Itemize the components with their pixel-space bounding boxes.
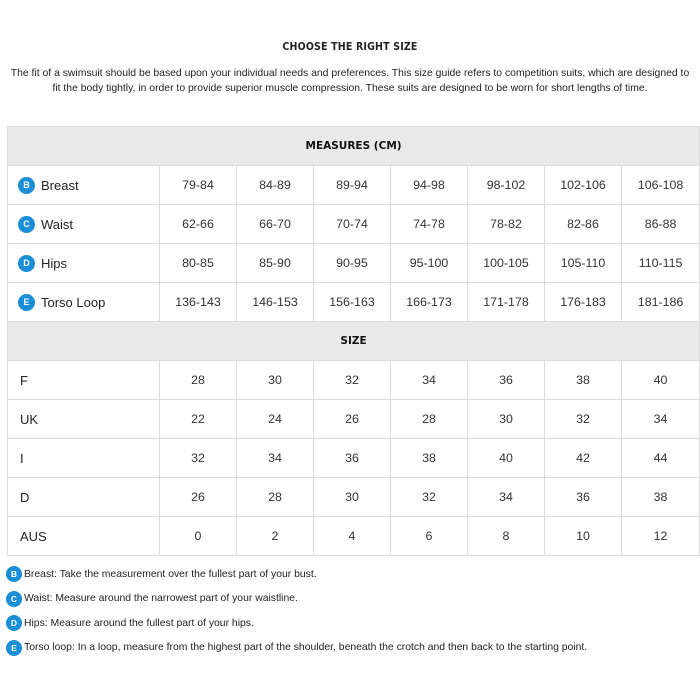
note-text: Torso loop: In a loop, measure from the highest part of the shoulder, beneath the crotch and then back to the starting point.	[24, 642, 588, 654]
measure-value-cell: 156-163	[314, 283, 391, 322]
size-value-cell: 26	[160, 478, 237, 517]
measure-row	[8, 205, 700, 244]
size-value-cell: 22	[160, 400, 237, 439]
measure-value-cell: 85-90	[237, 244, 314, 283]
measure-value-cell: 106-108	[622, 166, 700, 205]
measure-value-cell: 171-178	[468, 283, 545, 322]
measure-value-cell: 82-86	[545, 205, 622, 244]
size-value-cell: 28	[160, 361, 237, 400]
size-value-cell: 0	[160, 517, 237, 556]
measure-value-cell: 89-94	[314, 166, 391, 205]
measure-value-cell: 95-100	[391, 244, 468, 283]
measure-row	[8, 244, 700, 283]
size-value-cell: 32	[391, 478, 468, 517]
size-value-cell: 36	[468, 361, 545, 400]
measure-value-cell: 90-95	[314, 244, 391, 283]
note-item	[6, 611, 696, 636]
size-value-cell: 44	[622, 439, 700, 478]
size-value-cell: 28	[237, 478, 314, 517]
measure-value-cell: 66-70	[237, 205, 314, 244]
measure-row	[8, 166, 700, 205]
size-row	[8, 439, 700, 478]
size-value-cell: 40	[622, 361, 700, 400]
size-header	[8, 322, 700, 361]
size-system-label: AUS	[20, 528, 47, 544]
measure-label-cell	[8, 166, 160, 205]
size-value-cell: 2	[237, 517, 314, 556]
size-system-cell	[8, 517, 160, 556]
note-badge-icon: E	[6, 640, 22, 656]
measure-value-cell: 80-85	[160, 244, 237, 283]
size-system-cell	[8, 439, 160, 478]
size-row	[8, 478, 700, 517]
note-item	[6, 587, 696, 612]
measure-label-cell	[8, 205, 160, 244]
size-system-label: D	[20, 489, 30, 505]
measure-value-cell: 84-89	[237, 166, 314, 205]
size-system-label: F	[20, 372, 28, 388]
note-text: Hips: Measure around the fullest part of your hips.	[24, 617, 254, 629]
size-value-cell: 38	[622, 478, 700, 517]
measures-header	[8, 127, 700, 166]
size-chart-table	[7, 126, 700, 556]
measure-badge-icon: C	[18, 216, 35, 233]
size-value-cell: 42	[545, 439, 622, 478]
note-badge-icon: B	[6, 566, 22, 582]
size-value-cell: 4	[314, 517, 391, 556]
size-value-cell: 30	[468, 400, 545, 439]
measure-badge-icon: B	[18, 177, 35, 194]
size-value-cell: 28	[391, 400, 468, 439]
size-system-cell	[8, 400, 160, 439]
size-system-label: UK	[20, 411, 39, 427]
intro-paragraph: The fit of a swimsuit should be based upon your individual needs and preferences. This size guide refers to competition suits, which are designed to fit the body tightly, in order to provide superior muscle compression. These suits are designed to be worn for short lengths of time.	[10, 68, 690, 94]
size-value-cell: 38	[545, 361, 622, 400]
size-value-cell: 30	[314, 478, 391, 517]
size-value-cell: 36	[314, 439, 391, 478]
measure-label: Breast	[41, 177, 79, 193]
measure-value-cell: 78-82	[468, 205, 545, 244]
measure-value-cell: 94-98	[391, 166, 468, 205]
size-value-cell: 26	[314, 400, 391, 439]
measure-badge-icon: E	[18, 294, 35, 311]
size-value-cell: 34	[622, 400, 700, 439]
measure-label: Torso Loop	[41, 294, 106, 310]
note-text: Breast: Take the measurement over the fullest part of your bust.	[24, 568, 317, 580]
size-value-cell: 34	[237, 439, 314, 478]
size-value-cell: 32	[314, 361, 391, 400]
measure-label-cell	[8, 283, 160, 322]
measure-badge-icon: D	[18, 255, 35, 272]
size-value-cell: 34	[468, 478, 545, 517]
measure-label-cell	[8, 244, 160, 283]
size-value-cell: 12	[622, 517, 700, 556]
size-system-cell	[8, 478, 160, 517]
size-row	[8, 400, 700, 439]
measure-value-cell: 98-102	[468, 166, 545, 205]
measures-header-label: MEASURES (CM)	[8, 127, 700, 166]
measure-value-cell: 102-106	[545, 166, 622, 205]
size-row	[8, 517, 700, 556]
measure-row	[8, 283, 700, 322]
measure-value-cell: 110-115	[622, 244, 700, 283]
measure-value-cell: 70-74	[314, 205, 391, 244]
measure-value-cell: 181-186	[622, 283, 700, 322]
note-item	[6, 562, 696, 587]
size-value-cell: 38	[391, 439, 468, 478]
measure-value-cell: 86-88	[622, 205, 700, 244]
size-value-cell: 32	[545, 400, 622, 439]
size-row	[8, 361, 700, 400]
measure-value-cell: 105-110	[545, 244, 622, 283]
note-badge-icon: C	[6, 591, 22, 607]
size-value-cell: 8	[468, 517, 545, 556]
size-value-cell: 24	[237, 400, 314, 439]
size-value-cell: 32	[160, 439, 237, 478]
measure-value-cell: 79-84	[160, 166, 237, 205]
size-value-cell: 34	[391, 361, 468, 400]
measure-value-cell: 166-173	[391, 283, 468, 322]
size-system-label: I	[20, 450, 24, 466]
measure-value-cell: 136-143	[160, 283, 237, 322]
measure-value-cell: 176-183	[545, 283, 622, 322]
measure-value-cell: 146-153	[237, 283, 314, 322]
note-badge-icon: D	[6, 615, 22, 631]
size-value-cell: 40	[468, 439, 545, 478]
measure-value-cell: 62-66	[160, 205, 237, 244]
measure-value-cell: 74-78	[391, 205, 468, 244]
size-header-label: SIZE	[8, 322, 700, 361]
size-system-cell	[8, 361, 160, 400]
size-value-cell: 30	[237, 361, 314, 400]
page-title: CHOOSE THE RIGHT SIZE	[282, 40, 418, 53]
measure-label: Hips	[41, 255, 68, 271]
size-value-cell: 10	[545, 517, 622, 556]
size-value-cell: 6	[391, 517, 468, 556]
measure-label: Waist	[41, 216, 74, 232]
note-item	[6, 636, 696, 661]
note-text: Waist: Measure around the narrowest part of your waistline.	[24, 593, 298, 605]
size-value-cell: 36	[545, 478, 622, 517]
measurement-notes	[6, 562, 696, 660]
measure-value-cell: 100-105	[468, 244, 545, 283]
